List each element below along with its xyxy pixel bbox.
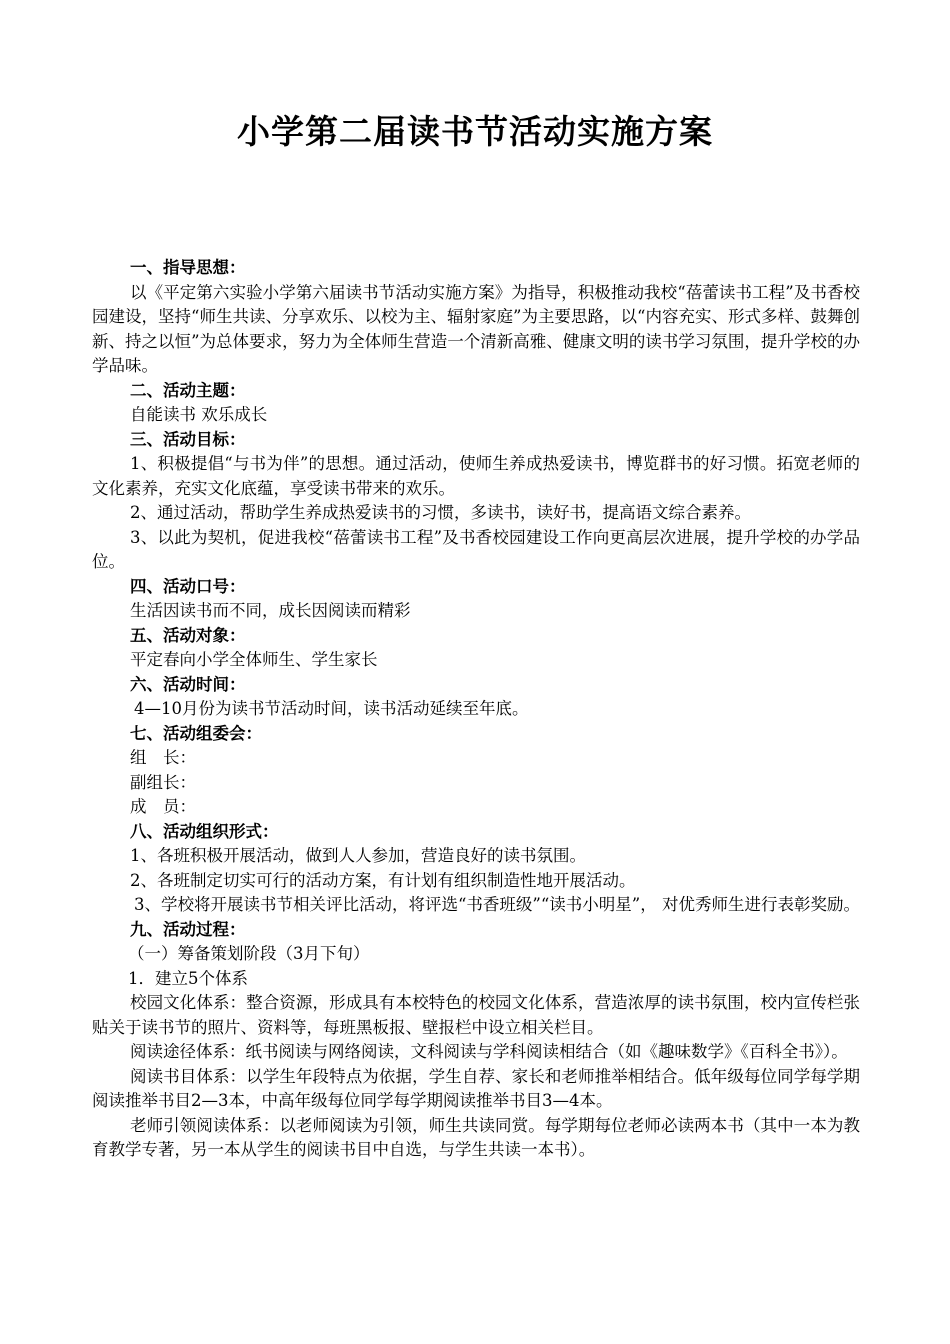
system-label: 阅读途径体系：: [130, 1042, 246, 1061]
paragraph: 老师引领阅读体系：以老师阅读为引领，师生共读同赏。每学期每位老师必读两本书（其中一本为教育教学专著，另一本从学生的阅读书目中自选，与学生共读一本书）。: [92, 1115, 861, 1159]
section-heading-committee: 七、活动组委会：: [130, 723, 262, 743]
system-label: 校园文化体系：: [130, 993, 247, 1012]
paragraph: 校园文化体系：整合资源，形成具有本校特色的校园文化体系，营造浓厚的读书氛围，校内宣传栏张贴关于读书节的照片、资料等，每班黑板报、壁报栏中设立相关栏目。: [92, 993, 861, 1037]
system-label: 老师引领阅读体系：: [130, 1115, 280, 1135]
section-heading-slogan: 四、活动口号：: [130, 576, 246, 596]
paragraph: 阅读途径体系：纸书阅读与网络阅读，文科阅读与学科阅读相结合（如《趣味数学》《百科全书》）。: [130, 1042, 848, 1061]
section-heading-time: 六、活动时间：: [130, 674, 246, 694]
section-heading-theme: 二、活动主题：: [130, 380, 246, 400]
section-heading-audience: 五、活动对象：: [130, 625, 246, 645]
document-title: 小学第二届读书节活动实施方案: [237, 112, 713, 151]
paragraph: 4—10月份为读书节活动时间，读书活动延续至年底。: [134, 699, 529, 718]
section-heading-goals: 三、活动目标：: [130, 429, 246, 449]
subsection-heading: （一）筹备策划阶段（3月下旬）: [128, 944, 370, 963]
section-heading-format: 八、活动组织形式：: [130, 821, 279, 841]
paragraph: 平定春向小学全体师生、学生家长: [130, 650, 378, 669]
committee-leader: 组 长：: [130, 748, 196, 767]
paragraph: 生活因读书而不同，成长因阅读而精彩: [130, 601, 411, 620]
paragraph: 1、各班积极开展活动，做到人人参加，营造良好的读书氛围。: [130, 846, 586, 865]
section-heading-process: 九、活动过程：: [130, 919, 246, 939]
committee-vice-leader: 副组长：: [130, 772, 196, 792]
paragraph: 2、通过活动，帮助学生养成热爱读书的习惯，多读书，读好书，提高语文综合素养。: [130, 503, 751, 522]
paragraph: 阅读书目体系：以学生年段特点为依据，学生自荐、家长和老师推举相结合。低年级每位同学每学期阅读推举书目2—3本，中高年级每位同学每学期阅读推举书目3—4本。: [92, 1066, 861, 1110]
paragraph: 2、各班制定切实可行的活动方案，有计划有组织制造性地开展活动。: [130, 870, 636, 890]
document-body: [92, 256, 860, 1163]
paragraph: 1、积极提倡“与书为伴”的思想。通过活动，使师生养成热爱读书，博览群书的好习惯。拓宽老师的文化素养，充实文化底蕴，享受读书带来的欢乐。: [92, 454, 860, 498]
paragraph: 自能读书 欢乐成长: [130, 405, 268, 424]
section-heading-guiding-thought: 一、指导思想：: [130, 258, 246, 277]
committee-members: 成 员：: [130, 797, 196, 816]
list-item: 1．建立5个体系: [128, 968, 248, 988]
system-label: 阅读书目体系：: [130, 1066, 247, 1086]
paragraph: 3、学校将开展读书节相关评比活动，将评选“书香班级”“读书小明星”， 对优秀师生进行表彰奖励。: [134, 895, 860, 914]
paragraph: 3、以此为契机，促进我校“蓓蕾读书工程”及书香校园建设工作向更高层次进展，提升学校的办学品位。: [92, 527, 860, 571]
paragraph: 以《平定第六实验小学第六届读书节活动实施方案》为指导，积极推动我校“蓓蕾读书工程”及书香校园建设，坚持“师生共读、分享欢乐、以校为主、辐射家庭”为主要思路，以“内容充实、形式多样、鼓舞创新、持之以恒”为总体要求，努力为全体师生营造一个清新高雅、健康文明的读书学习氛围，提升学校的办学品味。: [92, 282, 860, 375]
